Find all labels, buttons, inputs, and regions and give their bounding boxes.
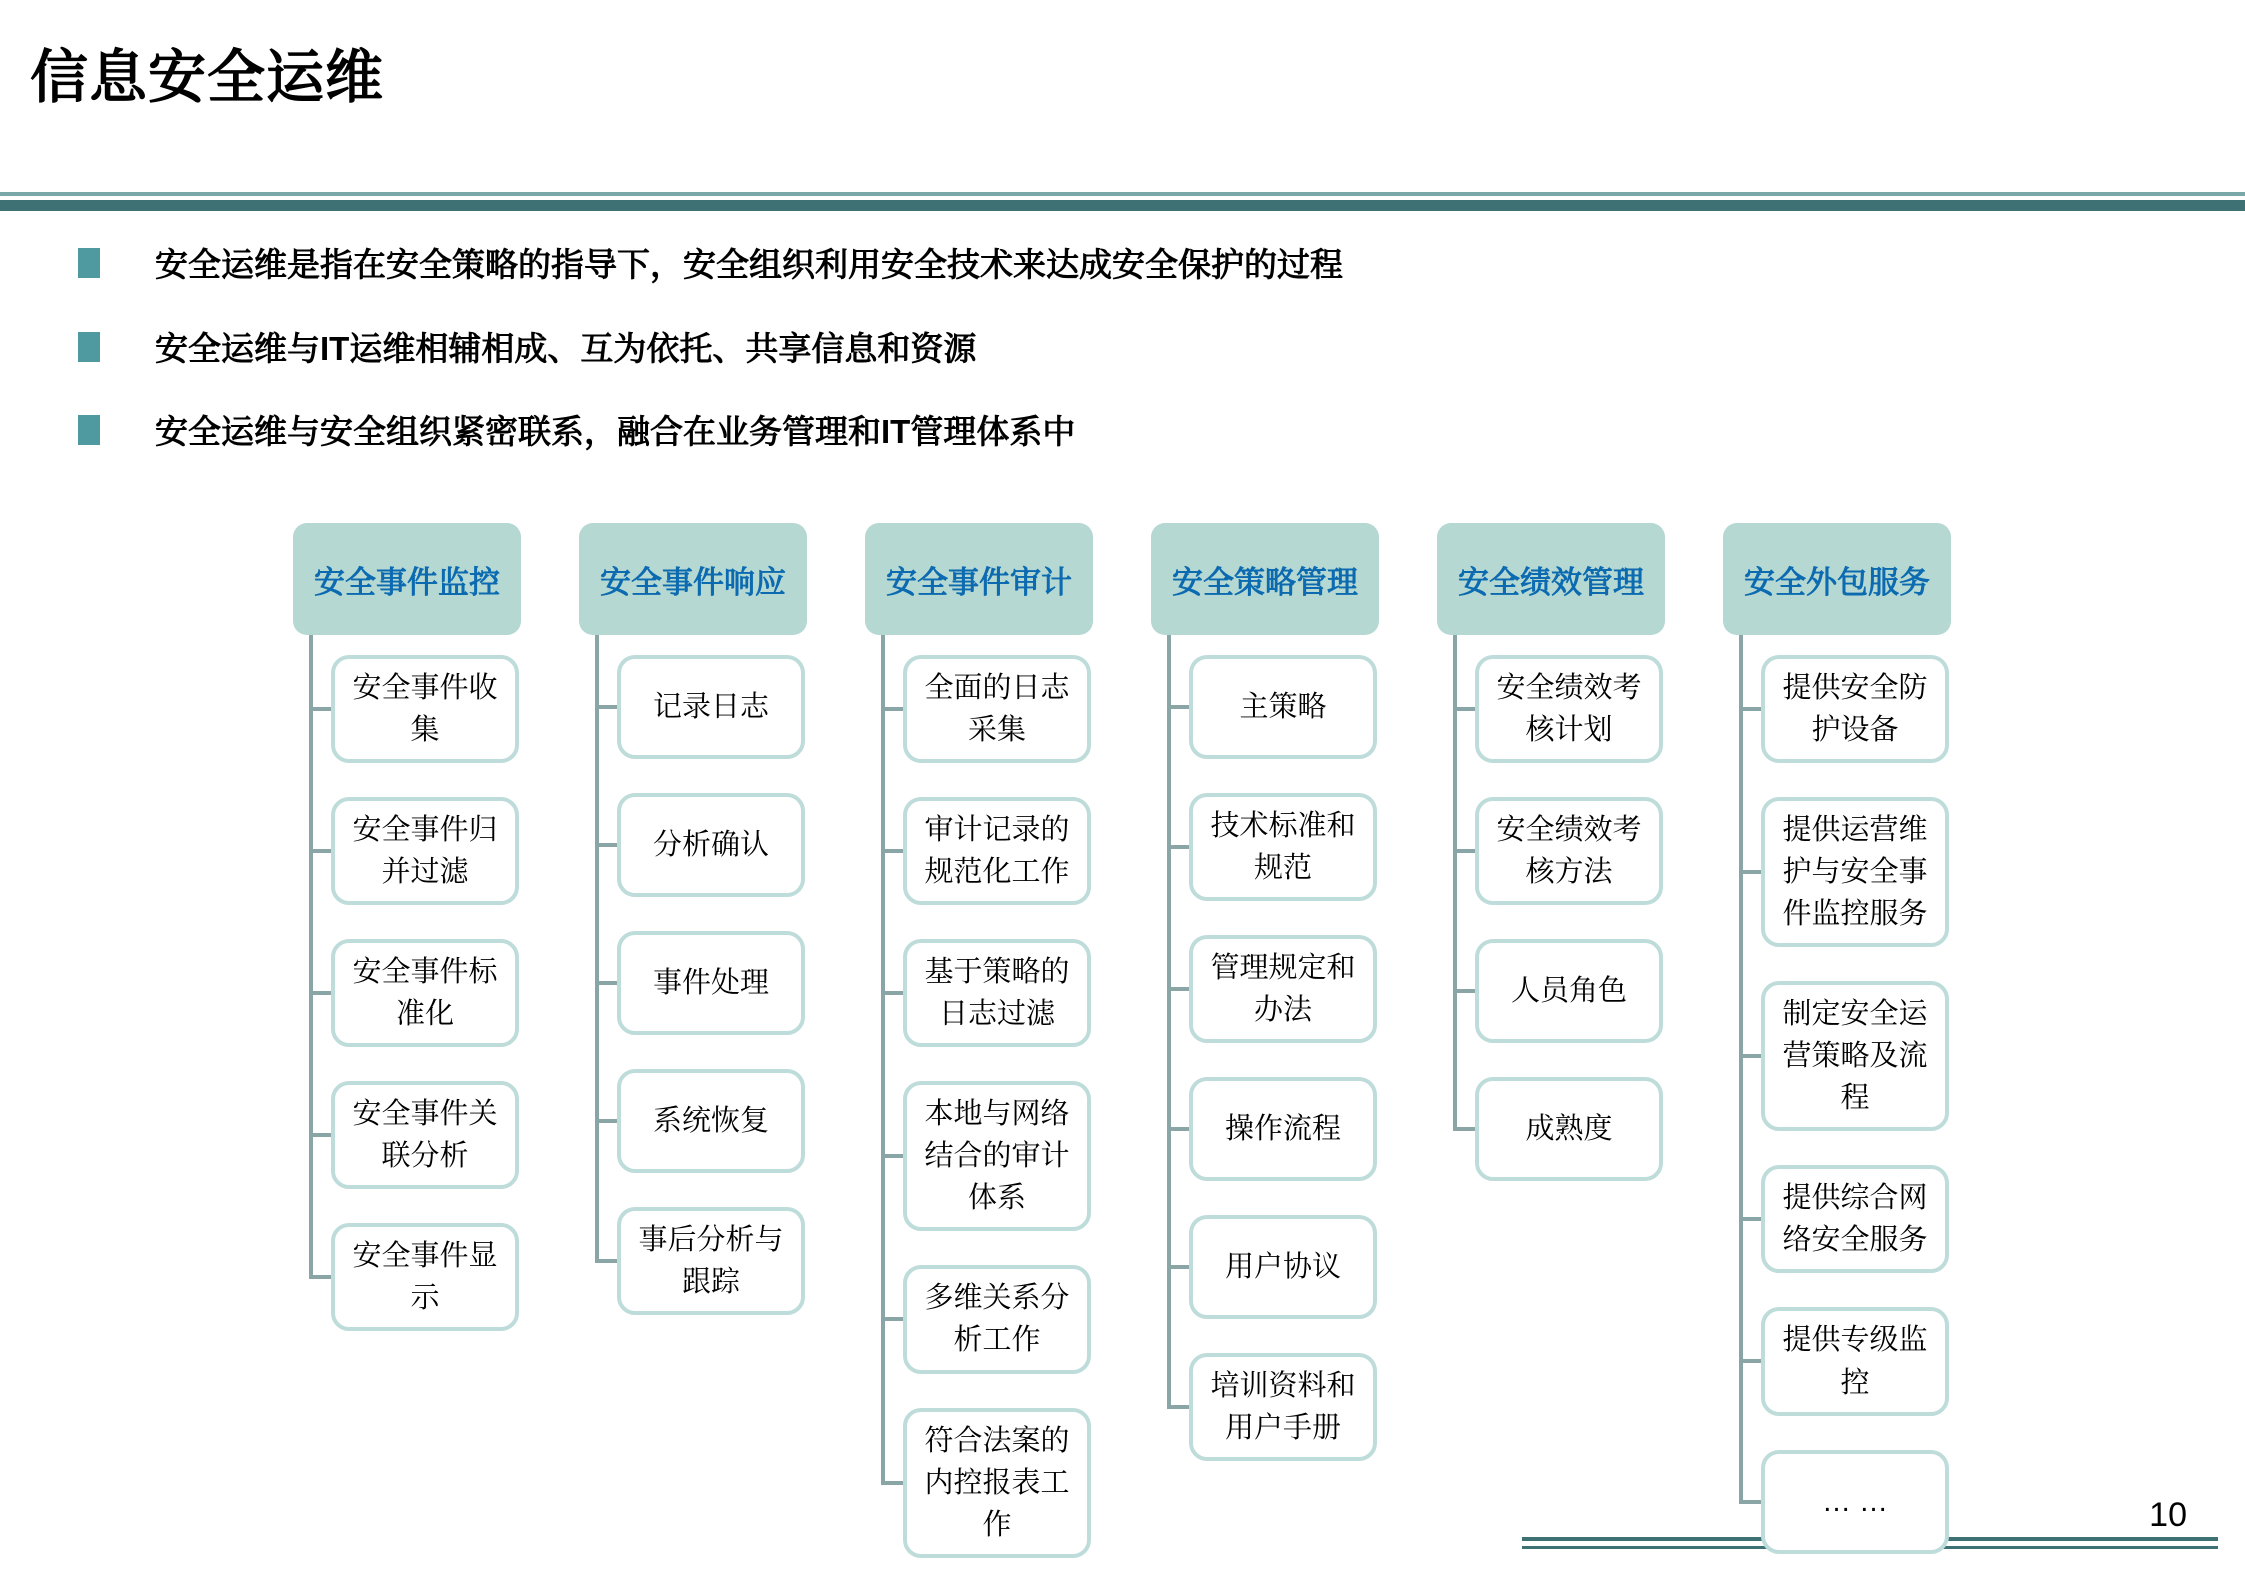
diagram-node-label: … … [1821,1485,1889,1518]
diagram-node [331,655,519,763]
diagram-node-label: 成熟度 [1525,1113,1613,1146]
diagram-node [617,931,805,1035]
diagram-node [903,939,1091,1047]
column-header: 安全策略管理 [1151,523,1379,635]
diagram-node-label: 多维关系分析工作 [924,1282,1070,1357]
diagram-node [1475,939,1663,1043]
diagram-column [1151,523,1379,1461]
diagram-node [331,1081,519,1189]
column-children [1437,655,1665,1181]
column-header: 安全外包服务 [1723,523,1951,635]
diagram-node-label: 培训资料和用户手册 [1210,1370,1356,1445]
connector-trunk [1167,635,1171,1409]
diagram-node-label: 用户协议 [1224,1251,1341,1284]
diagram-node-label: 事后分析与跟踪 [638,1224,784,1299]
diagram-node-label: 安全事件标准化 [352,956,498,1031]
diagram-node [1761,1450,1949,1554]
column-header: 安全事件审计 [865,523,1093,635]
page-title: 信息安全运维 [30,45,385,110]
diagram-node [331,1223,519,1331]
diagram-node [1761,981,1949,1131]
column-header: 安全事件监控 [293,523,521,635]
diagram-node-label: 安全事件关联分析 [352,1098,498,1173]
diagram-node [903,655,1091,763]
connector-trunk [881,635,885,1485]
diagram-node-label: 记录日志 [652,690,769,723]
diagram-column [293,523,521,1331]
diagram-column [865,523,1093,1558]
column-header: 安全绩效管理 [1437,523,1665,635]
diagram-node-label: 系统恢复 [652,1104,769,1137]
diagram-node [617,655,805,759]
diagram-node-label: 操作流程 [1224,1113,1341,1146]
diagram-node [617,1069,805,1173]
connector-trunk [1453,635,1457,1131]
diagram-node [1189,935,1377,1043]
diagram-node-label: 人员角色 [1510,975,1627,1008]
diagram-node-label: 提供运营维护与安全事件监控服务 [1782,814,1928,931]
diagram-node [903,1081,1091,1231]
diagram-node [1189,1353,1377,1461]
diagram-node [331,939,519,1047]
column-header: 安全事件响应 [579,523,807,635]
diagram-node [1475,1077,1663,1181]
diagram-node-label: 提供专级监控 [1782,1324,1928,1399]
diagram-node [617,793,805,897]
column-children [579,655,807,1315]
diagram-column [1437,523,1665,1181]
column-children [1723,655,1951,1554]
diagram-node-label: 技术标准和规范 [1210,810,1356,885]
diagram-node [1189,655,1377,759]
diagram-node [1761,797,1949,947]
diagram-node [331,797,519,905]
diagram-column [1723,523,1951,1554]
diagram-node-label: 本地与网络结合的审计体系 [924,1098,1070,1215]
diagram-node [1761,1165,1949,1273]
diagram-node-label: 管理规定和办法 [1210,952,1356,1027]
diagram-node-label: 安全事件归并过滤 [352,814,498,889]
diagram-node-label: 安全事件收集 [352,672,498,747]
diagram-node [617,1207,805,1315]
column-children [1151,655,1379,1461]
diagram-node-label: 事件处理 [652,966,769,999]
diagram-node-label: 分析确认 [652,828,769,861]
bullet-text: 安全运维与IT运维相辅相成、互为依托、共享信息和资源 [155,329,977,367]
diagram-node [903,1408,1091,1558]
diagram-node-label: 安全事件显示 [352,1240,498,1315]
diagram-node [903,1265,1091,1373]
diagram-node [1475,655,1663,763]
bullet-text: 安全运维与安全组织紧密联系，融合在业务管理和IT管理体系中 [155,413,1076,451]
diagram-node-label: 符合法案的内控报表工作 [924,1424,1070,1541]
diagram-node-label: 主策略 [1239,690,1327,723]
diagram-node [1189,1077,1377,1181]
diagram-node-label: 制定安全运营策略及流程 [1782,998,1928,1115]
diagram-node [1189,793,1377,901]
diagram-node [1761,1307,1949,1415]
column-children [865,655,1093,1558]
diagram-node-label: 全面的日志采集 [924,672,1070,747]
diagram-node-label: 审计记录的规范化工作 [924,814,1070,889]
connector-trunk [1739,635,1743,1504]
diagram-node-label: 提供安全防护设备 [1782,672,1928,747]
diagram-node-label: 安全绩效考核计划 [1496,672,1642,747]
diagram-node-label: 基于策略的日志过滤 [924,956,1070,1031]
connector-trunk [595,635,599,1263]
diagram-node [1761,655,1949,763]
page-number: 10 [2149,1496,2187,1534]
diagram-node [1189,1215,1377,1319]
diagram-node-label: 提供综合网络安全服务 [1782,1182,1928,1257]
diagram-node-label: 安全绩效考核方法 [1496,814,1642,889]
connector-trunk [309,635,313,1279]
diagram-node [903,797,1091,905]
bullet-text: 安全运维是指在安全策略的指导下，安全组织利用安全技术来达成安全保护的过程 [155,246,1343,283]
diagram-column [579,523,807,1315]
diagram-node [1475,797,1663,905]
